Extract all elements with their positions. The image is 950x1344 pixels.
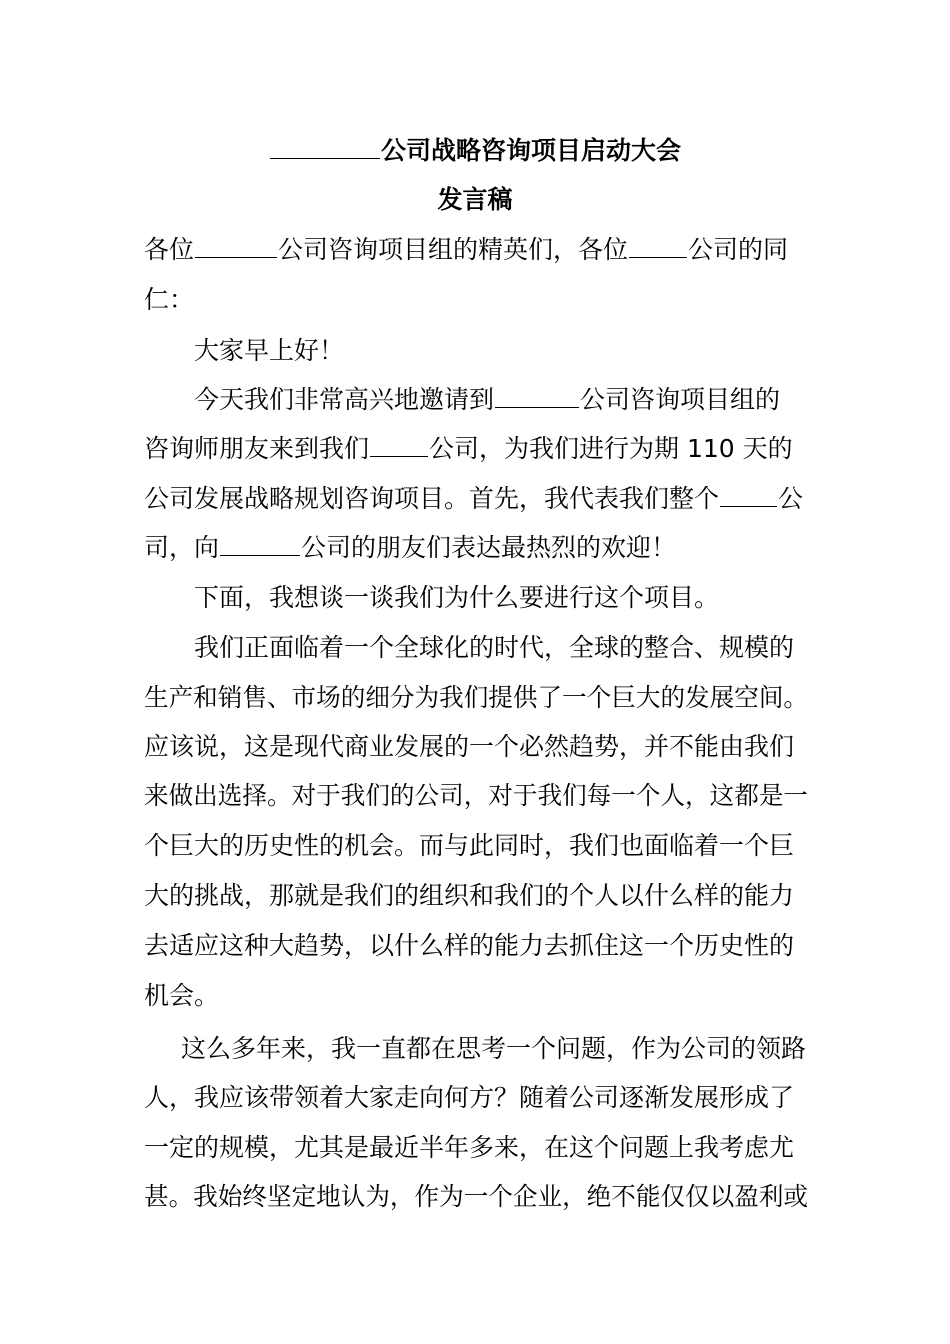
text-segment: 公司咨询项目组的精英们，各位 <box>278 235 629 264</box>
text-segment: 这么多年来，我一直都在思考一个问题，作为公司的领路 <box>181 1034 807 1063</box>
text-segment: 公司咨询项目组的 <box>580 385 781 414</box>
text-line <box>144 880 794 912</box>
text-segment: 应该说，这是现代商业发展的一个必然趋势，并不能由我们 <box>144 732 795 761</box>
text-segment: 公司的同 <box>688 235 789 264</box>
document-title <box>0 135 950 167</box>
text-segment: 咨询师朋友来到我们 <box>144 434 370 463</box>
text-segment: 我们正面临着一个全球化的时代，全球的整合、规模的 <box>194 633 795 662</box>
text-line <box>144 830 794 862</box>
text-segment: 机会。 <box>144 981 220 1010</box>
text-line <box>194 632 794 664</box>
fill-in-blank <box>720 484 777 507</box>
fill-in-blank <box>495 385 579 408</box>
text-line <box>144 1132 794 1164</box>
text-line <box>144 930 794 962</box>
text-line <box>144 980 219 1012</box>
text-segment: 去适应这种大趋势，以什么样的能力去抓住这一个历史性的 <box>144 931 795 960</box>
text-line <box>144 483 803 515</box>
text-segment: 公司发展战略规划咨询项目。首先，我代表我们整个 <box>144 484 720 513</box>
text-segment: 各位 <box>144 235 195 264</box>
title-text: 公司战略咨询项目启动大会 <box>380 136 681 165</box>
text-line <box>144 682 808 714</box>
text-segment: 来做出选择。对于我们的公司，对于我们每一个人，这都是一 <box>144 781 809 810</box>
text-line <box>144 731 794 763</box>
text-line <box>194 582 719 614</box>
text-line <box>144 234 788 266</box>
text-line <box>144 1082 794 1114</box>
text-segment: 今天我们非常高兴地邀请到 <box>194 385 495 414</box>
text-segment: 大家早上好！ <box>194 336 345 365</box>
fill-in-blank <box>195 235 277 258</box>
fill-in-blank <box>220 533 300 556</box>
text-line <box>181 1033 806 1065</box>
text-segment: 公司的朋友们表达最热烈的欢迎！ <box>301 533 677 562</box>
fill-in-blank <box>270 136 380 159</box>
text-segment: 人，我应该带领着大家走向何方？随着公司逐渐发展形成了 <box>144 1083 795 1112</box>
text-segment: 公司，为我们进行为期 110 天的 <box>429 434 793 463</box>
document-subtitle: 发言稿 <box>437 185 513 214</box>
text-segment: 司，向 <box>144 533 220 562</box>
fill-in-blank <box>370 434 428 457</box>
text-line <box>144 532 676 564</box>
text-segment: 一定的规模，尤其是最近半年多来，在这个问题上我考虑尤 <box>144 1133 795 1162</box>
text-segment: 仁： <box>144 285 195 314</box>
fill-in-blank <box>629 235 687 258</box>
text-line <box>194 335 344 367</box>
text-line <box>194 384 780 416</box>
text-line <box>144 1181 808 1213</box>
text-line <box>144 284 194 316</box>
text-segment: 公 <box>778 484 804 513</box>
text-segment: 下面，我想谈一谈我们为什么要进行这个项目。 <box>194 583 720 612</box>
text-line <box>144 780 808 812</box>
text-segment: 生产和销售、市场的细分为我们提供了一个巨大的发展空间。 <box>144 683 809 712</box>
text-line <box>144 433 793 465</box>
text-segment: 甚。我始终坚定地认为，作为一个企业，绝不能仅仅以盈利或 <box>144 1182 809 1211</box>
text-segment: 大的挑战，那就是我们的组织和我们的个人以什么样的能力 <box>144 881 795 910</box>
text-segment: 个巨大的历史性的机会。而与此同时，我们也面临着一个巨 <box>144 831 795 860</box>
